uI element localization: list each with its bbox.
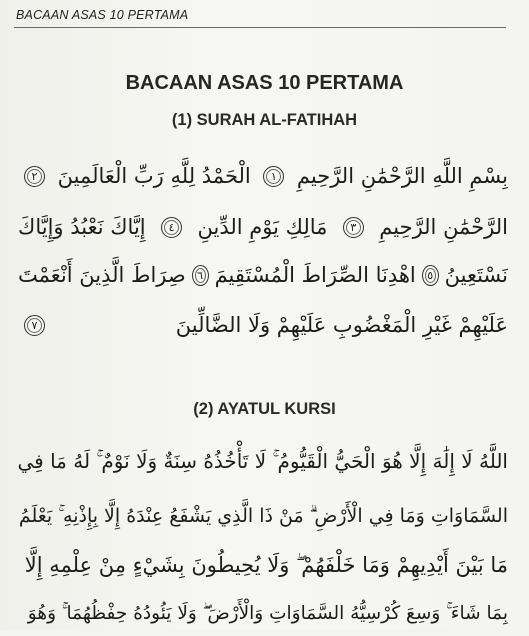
- arabic-line: [18, 542, 508, 588]
- ayah-number-marker: ٥: [422, 265, 439, 286]
- verse-text: عَلَيْهِمْ غَيْرِ الْمَغْضُوبِ عَلَيْهِمْ وَلَا الضَّالِّينَ: [175, 313, 508, 337]
- verse-text: بِمَا شَاءَ ۚ وَسِعَ كُرْسِيُّهُ السَّمَاوَاتِ وَالْأَرْضَ ۖ وَلَا يَئُودُهُ حِفْظُهُمَا ۚ وَهُوَ: [27, 602, 508, 624]
- verse-text: السَّمَاوَاتِ وَمَا فِي الْأَرْضِ ۗ مَنْ ذَا الَّذِي يَشْفَعُ عِنْدَهُ إِلَّا بِإِذْنِهِ ۚ يَعْلَمُ: [18, 505, 508, 527]
- verse-text: اللَّهُ لَا إِلَٰهَ إِلَّا هُوَ الْحَيُّ الْقَيُّومُ ۚ لَا تَأْخُذُهُ سِنَةٌ وَلَا نَوْمٌ ۚ لَهُ مَا فِي: [18, 449, 508, 473]
- verse-text: الْحَمْدُ لِلَّهِ رَبِّ الْعَالَمِينَ: [57, 164, 251, 188]
- ayah-number-marker: ٤: [161, 217, 182, 238]
- ayah-number-marker: ١: [263, 166, 284, 187]
- section-heading-al-fatihah: (1) SURAH AL-FATIHAH: [171, 111, 358, 129]
- verse-text: مَالِكِ يَوْمِ الدِّينِ: [197, 215, 328, 239]
- arabic-line: [18, 204, 508, 250]
- running-head: BACAAN ASAS 10 PERTAMA: [16, 8, 189, 22]
- arabic-line: [18, 590, 508, 636]
- ayah-number-marker: ٣: [343, 217, 364, 238]
- ayah-number-marker: ٧: [24, 315, 45, 336]
- arabic-line: [18, 438, 508, 484]
- verse-text: صِرَاطَ الَّذِينَ أَنْعَمْتَ: [18, 263, 186, 287]
- arabic-line: [18, 302, 508, 348]
- verse-text: إِيَّاكَ نَعْبُدُ وَإِيَّاكَ: [18, 215, 146, 239]
- verse-text: مَا بَيْنَ أَيْدِيهِمْ وَمَا خَلْفَهُمْ ۖ وَلَا يُحِيطُونَ بِشَيْءٍ مِنْ عِلْمِهِ إِلَّا: [24, 552, 508, 577]
- page-title: BACAAN ASAS 10 PERTAMA: [125, 72, 404, 94]
- verse-text: الرَّحْمَٰنِ الرَّحِيمِ: [379, 215, 508, 239]
- verse-text: نَسْتَعِينُ: [444, 263, 508, 287]
- arabic-line: [18, 493, 508, 539]
- verse-text: اهْدِنَا الصِّرَاطَ الْمُسْتَقِيمَ: [214, 263, 416, 287]
- arabic-line: [18, 252, 508, 298]
- arabic-line: [18, 153, 508, 199]
- ayah-number-marker: ٢: [24, 166, 45, 187]
- header-rule: [14, 27, 506, 28]
- ayah-number-marker: ٦: [192, 265, 209, 286]
- section-heading-ayatul-kursi: (2) AYATUL KURSI: [193, 400, 336, 418]
- verse-text: بِسْمِ اللَّهِ الرَّحْمَٰنِ الرَّحِيمِ: [296, 164, 508, 188]
